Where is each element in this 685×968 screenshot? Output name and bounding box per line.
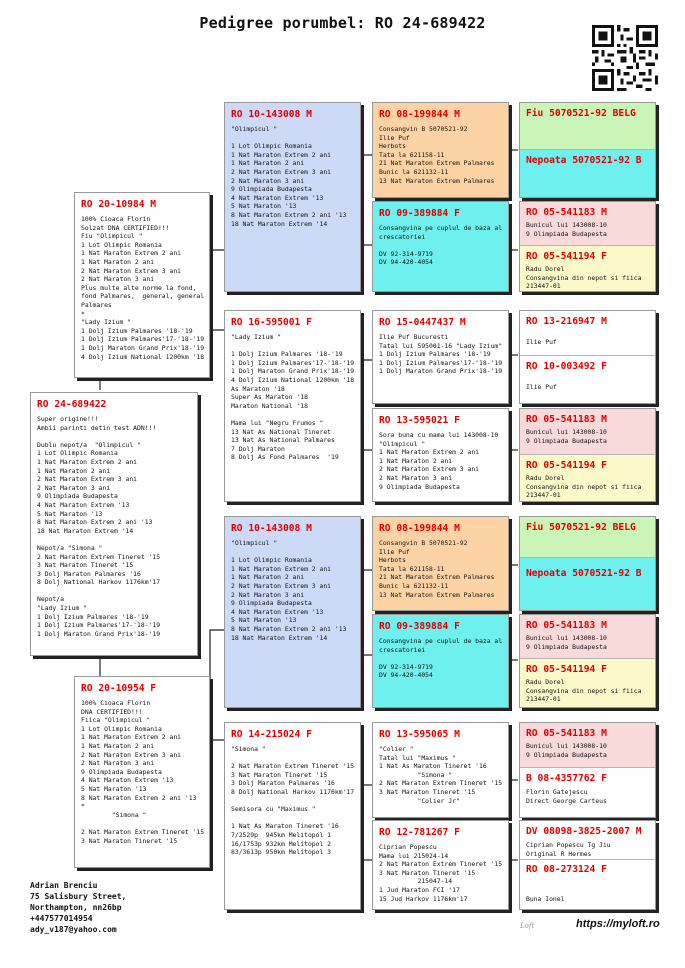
ss-dam-ring: RO 09-389884 F [379,208,460,219]
gen4-3-sire-ring: RO 13-216947 M [526,316,607,327]
dam-sire-notes: "Olimpicul " 1 Lot Olimpic Romania 1 Nat Maraton Extrem 2 ani 1 Nat Maraton 2 ani 2 Nat Maraton Extrem 3 ani 2 Nat Maraton 3 ani 9 Olimpiada Budapesta 4 Nat Maraton Extrem '13 5 Nat Maraton '13 8 Nat Maraton Extrem 2 ani '13 18 Nat Maraton Extrem '14 [231,539,347,642]
ds-dam-card [372,614,509,708]
ds-dam-notes: Consangvina pe cuplul de baza al crescatoriei DV 92-314-9719 DV 94-420-4054 [379,637,503,680]
dam-sire-card [224,516,361,708]
gen4-5-dam-ring: Nepoata 5070521-92 B [526,568,642,579]
sire-sire-ring: RO 10-143008 M [231,109,312,120]
gen4-6-sire-notes: Bunicul lui 143008-10 9 Olimpiada Budapesta [526,634,607,651]
gen4-2-dam-notes: Radu Dorel Consangvina din nepot si fiica 213447-01 [526,265,642,291]
sire-ring: RO 20-10984 M [81,199,157,210]
dd-dam-card [372,820,509,910]
dam-sire-ring: RO 10-143008 M [231,523,312,534]
gen4-1-sire-ring: Fiu 5070521-92 BELG [526,108,636,119]
dd-dam-notes: Ciprian Popescu Mama lui 215024-14 2 Nat Maraton Extrem Tineret '15 3 Nat Maraton Tineret '15 215047-14 1 Jud Maraton FCI '17 15 Jud Harkov 1176km'17 [379,843,503,903]
gen4-1-dam-ring: Nepoata 5070521-92 B [526,155,642,166]
ds-sire-card [372,516,509,611]
gen4-8-dam-ring: RO 08-273124 F [526,864,607,875]
gen4-4-dam-ring: RO 05-541194 F [526,460,607,471]
gen4-8-dam-notes: Buna Ionel [526,895,565,903]
page-title: Pedigree porumbel: RO 24-689422 [199,14,486,32]
dam-ring: RO 20-10954 F [81,683,157,694]
gen4-2-sire-ring: RO 05-541183 M [526,207,607,218]
dd-dam-ring: RO 12-781267 F [379,827,460,838]
gen4-8-sire-notes: Ciprian Popescu Tg Jiu Original R Hermes [526,841,611,858]
gen4-4-dam-notes: Radu Dorel Consangvina din nepot si fiica 213447-01 [526,474,642,500]
owner-email[interactable]: ady_v187@yahoo.com [30,925,117,934]
sd-sire-ring: RO 15-0447437 M [379,317,466,328]
dd-sire-card [372,722,509,818]
ss-connector [360,155,372,245]
owner-contact [30,880,126,935]
dam-notes: 100% Cioaca Florin DNA CERTIFIED!!! Fiica "Olimpicul " 1 Lot Olimpic Romania 1 Nat Maraton Extrem 2 ani 1 Nat Maraton 2 ani 2 Nat Maraton Extrem 3 ani 2 Nat Maraton 3 ani 9 Olimpiada Budapesta 4 Nat Maraton Extrem '13 5 Nat Maraton '13 8 Nat Maraton Extrem 2 ani '13 * "Simona " 2 Nat Maraton Extrem Tineret '15 3 Nat Maraton Tineret '15 [81,699,205,845]
gen4-card-4 [519,408,656,502]
sd-sire-card [372,310,509,404]
sire-connector [210,250,224,330]
sire-dam-ring: RO 16-595001 F [231,317,312,328]
dam-dam-ring: RO 14-215024 F [231,729,312,740]
dam-card [74,676,210,868]
gen4-6-sire-ring: RO 05-541183 M [526,620,607,631]
ds-connector [360,570,372,655]
gen4-3-dam-notes: Ilie Puf [526,383,557,391]
sd-sire-notes: Ilie Puf Bucuresti Tatal lui 595001-16 "Lady Izium" 1 Dolj Izium Palmares '18-'19 1 Dolj Izium Palmares'17-'18-'19 1 Dolj Maraton Grand Prix'18-'19 [379,333,503,376]
sire-dam-notes: "Lady Izium " 1 Dolj Izium Palmares '18-'19 1 Dolj Izium Palmares'17-'18-'19 1 Dolj Maraton Grand Prix'18-'19 4 Dolj Izium National 1200km '18 As Maraton '18 Super As Maraton '18 Maraton National '18 Mama lui "Negru Frumos " 13 Nat As National Tineret 13 Nat As National Palmares 7 Dolj Maraton 8 Dolj As Fond Palmares '19 [231,333,355,462]
ds-sire-notes: Consangvin B 5070521-92 Ilie Puf Herbots Tata la 621158-11 21 Nat Maraton Extrem Palmares Bunic la 621132-11 13 Nat Maraton Extrem Palmares [379,539,495,599]
ss-sire-ring: RO 08-199844 M [379,109,460,120]
gen4-3-sire-notes: Ilie Puf [526,338,557,346]
gen4-7-dam-notes: Florin Gatejescu Direct George Carteus [526,788,607,805]
gen4-2-dam-ring: RO 05-541194 F [526,251,607,262]
gen4-7-sire-ring: RO 05-541183 M [526,728,607,739]
gen4-card-1 [519,102,656,198]
dam-dam-card [224,722,361,910]
dam-dam-notes: "Simona " 2 Nat Maraton Extrem Tineret '15 3 Nat Maraton Tineret '15 3 Dolj Maraton Palmares '16 8 Dolj National Harkov 1176km'17 Semisora cu "Maximus " 1 Nat As Maraton Tineret '16 7/2529p 945km Melitopol 1 16/1753p 932km Melitopol 2 83/3613p 950km Melitopol 3 [231,745,355,857]
subject-ring: RO 24-689422 [37,399,107,410]
dam-connector [210,630,224,740]
website-link[interactable]: https://myloft.ro [576,918,660,930]
sire-card [74,192,210,378]
gen4-4-sire-notes: Bunicul lui 143008-10 9 Olimpiada Budapesta [526,428,607,445]
ss-sire-notes: Consangvin B 5070521-92 Ilie Puf Herbots Tata la 621158-11 21 Nat Maraton Extrem Palmares Bunic la 621132-11 13 Nat Maraton Extrem Palmares [379,125,495,185]
ss-dam-notes: Consangvina pe cuplul de baza al crescatoriei DV 92-314-9719 DV 94-420-4054 [379,224,503,267]
sire-dam-card [224,310,361,502]
owner-city: Northampton, nn26bp [30,903,122,912]
sd-dam-notes: Sora buna cu mama lui 143008-10 "Olimpicul " 1 Nat Maraton Extrem 2 ani 1 Nat Maraton 2 ani 2 Nat Maraton Extrem 3 ani 2 Nat Maraton 3 ani 9 Olimpiada Budapesta [379,431,499,491]
dd-connector [360,785,372,860]
dd-sire-ring: RO 13-595065 M [379,729,460,740]
gen4-8-sire-ring: DV 08098-3825-2007 M [526,826,642,837]
gen4-card-2 [519,201,656,292]
gen4-5-sire-ring: Fiu 5070521-92 BELG [526,522,636,533]
gen4-4-sire-ring: RO 05-541183 M [526,414,607,425]
ss-sire-card [372,102,509,198]
owner-street: 75 Salisbury Street, [30,892,127,901]
sd-dam-ring: RO 13-595021 F [379,415,460,426]
gen4-card-8 [519,820,656,910]
signature: Loft [520,922,535,930]
sire-sire-card [224,102,361,292]
sire-sire-notes: "Olimpicul " 1 Lot Olimpic Romania 1 Nat Maraton Extrem 2 ani 1 Nat Maraton 2 ani 2 Nat Maraton Extrem 3 ani 2 Nat Maraton 3 ani 9 Olimpiada Budapesta 4 Nat Maraton Extrem '13 5 Nat Maraton '13 8 Nat Maraton Extrem 2 ani '13 18 Nat Maraton Extrem '14 [231,125,347,228]
ss-dam-card [372,201,509,292]
dd-sire-notes: "Colier " Tatal lui "Maximus " 1 Nat As Maraton Tineret '16 "Simona " 2 Nat Maraton Extrem Tineret '15 3 Nat Maraton Tineret '15 "Colier Jr" [379,745,503,805]
gen4-7-sire-notes: Bunicul lui 143008-10 9 Olimpiada Budapesta [526,742,607,759]
subject-notes: Super origine!!! Ambii parinti detin test ADN!!! Dublu nepot/a "Olimpicul " 1 Lot Olimpic Romania 1 Nat Maraton Extrem 2 ani 1 Nat Maraton 2 ani 2 Nat Maraton Extrem 3 ani 2 Nat Maraton 3 ani 9 Olimpiada Budapesta 4 Nat Maraton Extrem '13 5 Nat Maraton '13 8 Nat Maraton Extrem 2 ani '13 18 Nat Maraton Extrem '14 Nepot/a "Simona " 2 Nat Maraton Extrem Tineret '15 3 Nat Maraton Tineret '15 3 Dolj Maraton Palmares '16 8 Dolj National Harkov 1176km'17 Nepot/a "Lady Izium " 1 Dolj Izium Palmares '18-'19 1 Dolj Izium Palmares'17-'18-'19 1 Dolj Maraton Grand Prix'18-'19 [37,415,161,638]
gen4-3-dam-ring: RO 10-003492 F [526,361,607,372]
owner-name: Adrian Brenciu [30,881,98,890]
gen4-card-7 [519,722,656,818]
gen4-7-dam-ring: B 08-4357762 F [526,773,607,784]
subject-card [30,392,198,656]
gen4-card-5 [519,516,656,611]
owner-phone: +447577014954 [30,914,93,923]
gen4-card-3 [519,310,656,404]
sire-notes: 100% Cioaca Florin Solzat DNA CERTIFIED!!! Fiu "Olimpicul " 1 Lot Olimpic Romania 1 Nat Maraton Extrem 2 ani 1 Nat Maraton 2 ani 2 Nat Maraton Extrem 3 ani 2 Nat Maraton 3 ani Plus multe alte norme la fond, fond Palmares, general, general Palmares * "Lady Izium " 1 Dolj Izium Palmares '18-'19 1 Dolj Izium Palmares'17-'18-'19 1 Dolj Maraton Grand Prix'18-'19 4 Dolj Izium National 1200km '18 [81,215,205,361]
gen4-2-sire-notes: Bunicul lui 143008-10 9 Olimpiada Budapesta [526,221,607,238]
gen4-6-dam-ring: RO 05-541194 F [526,664,607,675]
sd-connector [360,360,372,450]
ds-sire-ring: RO 08-199844 M [379,523,460,534]
ds-dam-ring: RO 09-389884 F [379,621,460,632]
sd-dam-card [372,408,509,502]
gen4-card-6 [519,614,656,708]
gen4-6-dam-notes: Radu Dorel Consangvina din nepot si fiica 213447-01 [526,678,642,704]
